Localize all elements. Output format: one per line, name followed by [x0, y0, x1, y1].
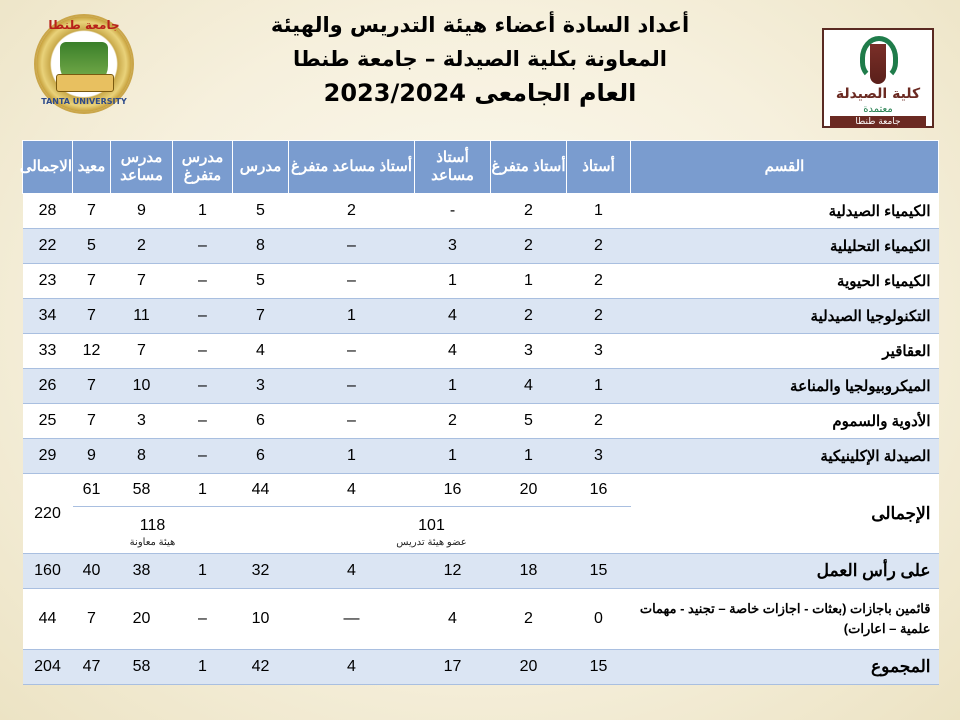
header-professor: أستاذ: [567, 141, 631, 194]
cell-value: 6: [233, 439, 289, 474]
cell-value: 2: [491, 299, 567, 334]
header-assoc-professor: أستاذ مساعد: [415, 141, 491, 194]
chalice-icon: [870, 44, 886, 84]
on-leave-label: قائمين باجازات (بعثات - اجازات خاصة – تجنيد - مهمات علمية – اعارات): [631, 589, 939, 650]
cell-value: 4: [289, 474, 415, 507]
cell-value: 1: [173, 650, 233, 685]
cell-value: 3: [233, 369, 289, 404]
cell-value: 2: [567, 404, 631, 439]
header-demonstrator: معيد: [73, 141, 111, 194]
cell-value: 23: [23, 264, 73, 299]
dept-name: العقاقير: [631, 334, 939, 369]
assist-subtotal: [73, 507, 233, 554]
cell-value: 7: [233, 299, 289, 334]
logo-right-line-1: كلية الصيدلة: [835, 86, 921, 102]
cell-value: 2: [491, 589, 567, 650]
logo-right-line-2: معتمدة: [863, 104, 893, 115]
cell-value: 8: [111, 439, 173, 474]
cell-value: 33: [23, 334, 73, 369]
cell-value: 2: [111, 229, 173, 264]
cell-value: 16: [567, 474, 631, 507]
cell-value: 22: [23, 229, 73, 264]
cell-value: –: [289, 264, 415, 299]
cell-value: 2: [567, 264, 631, 299]
page-title: [200, 8, 760, 110]
cell-value: 7: [73, 369, 111, 404]
title-line-3: العام الجامعى 2023/2024: [323, 79, 637, 107]
assist-subtotal-caption: هيئة معاونة: [129, 536, 176, 548]
staff-subtotal-value: 101: [418, 516, 445, 534]
cell-value: –: [173, 589, 233, 650]
on-leave-row: [23, 589, 939, 650]
cell-value: –: [173, 334, 233, 369]
cell-value: –: [173, 264, 233, 299]
cell-value: 18: [491, 554, 567, 589]
cell-value: 4: [415, 589, 491, 650]
header-total: الاجمالى: [23, 141, 73, 194]
cell-value: 20: [111, 589, 173, 650]
header-assoc-professor-emeritus: أستاذ مساعد متفرغ: [289, 141, 415, 194]
cell-value: 0: [567, 589, 631, 650]
cell-value: 25: [23, 404, 73, 439]
cell-value: 1: [415, 264, 491, 299]
sum-label: المجموع: [631, 650, 939, 685]
cell-value: 2: [415, 404, 491, 439]
cell-value: 5: [233, 194, 289, 229]
title-line-1: أعداد السادة أعضاء هيئة التدريس والهيئة: [270, 13, 690, 37]
cell-value: –: [289, 229, 415, 264]
cell-value: 1: [491, 264, 567, 299]
cell-value: 58: [111, 474, 173, 507]
staff-table: [19, 140, 939, 685]
cell-value: 9: [73, 439, 111, 474]
title-line-2: المعاونة بكلية الصيدلة – جامعة طنطا: [292, 47, 667, 71]
cell-value: 10: [111, 369, 173, 404]
header-row: [23, 141, 939, 194]
cell-value: 8: [233, 229, 289, 264]
cell-value: 2: [491, 194, 567, 229]
cell-value: 2: [491, 229, 567, 264]
cell-value: 12: [415, 554, 491, 589]
tanta-university-logo: [34, 14, 134, 114]
cell-value: 2: [567, 229, 631, 264]
cell-value: 38: [111, 554, 173, 589]
cell-value: –: [289, 369, 415, 404]
dept-name: الكيمياء الصيدلية: [631, 194, 939, 229]
cell-value: 1: [491, 439, 567, 474]
cell-value: 5: [233, 264, 289, 299]
book-icon: [56, 74, 114, 92]
table-row: [23, 334, 939, 369]
cell-value: –: [173, 299, 233, 334]
dept-name: التكنولوجيا الصيدلية: [631, 299, 939, 334]
cell-value: 11: [111, 299, 173, 334]
table-row: [23, 299, 939, 334]
cell-value: 61: [73, 474, 111, 507]
header-dept: القسم: [631, 141, 939, 194]
cell-value: 44: [233, 474, 289, 507]
cell-value: 3: [415, 229, 491, 264]
grand-total: 220: [23, 474, 73, 554]
staff-subtotal-caption: عضو هيئة تدريس: [396, 536, 467, 548]
cell-value: 28: [23, 194, 73, 229]
cell-value: 4: [289, 554, 415, 589]
cell-value: 7: [111, 264, 173, 299]
cell-value: 7: [73, 299, 111, 334]
cell-value: –: [289, 404, 415, 439]
cell-value: 58: [111, 650, 173, 685]
cell-value: 4: [415, 334, 491, 369]
table-row: [23, 439, 939, 474]
logo-right-line-3: جامعة طنطا: [830, 116, 926, 128]
cell-value: 26: [23, 369, 73, 404]
cell-value: 3: [567, 439, 631, 474]
cell-value: 15: [567, 650, 631, 685]
header-lecturer: مدرس: [233, 141, 289, 194]
total-label: الإجمالى: [631, 474, 939, 554]
cell-value: 9: [111, 194, 173, 229]
pharmacy-faculty-logo: [822, 28, 934, 128]
assist-subtotal-value: 118: [139, 516, 166, 534]
cell-value: 1: [415, 369, 491, 404]
cell-value: 47: [73, 650, 111, 685]
dept-name: الصيدلة الإكلينيكية: [631, 439, 939, 474]
cell-value: 1: [289, 439, 415, 474]
cell-value: 4: [289, 650, 415, 685]
cell-value: -: [415, 194, 491, 229]
cell-value: 4: [233, 334, 289, 369]
cell-value: 20: [491, 474, 567, 507]
cell-value: 1: [415, 439, 491, 474]
sum-row: [23, 650, 939, 685]
cell-value: 32: [233, 554, 289, 589]
table-row: [23, 369, 939, 404]
header-professor-emeritus: أستاذ متفرغ: [491, 141, 567, 194]
cell-value: 3: [567, 334, 631, 369]
cell-value: –: [289, 334, 415, 369]
dept-name: الكيمياء الحيوية: [631, 264, 939, 299]
cell-value: 160: [23, 554, 73, 589]
on-duty-label: على رأس العمل: [631, 554, 939, 589]
dept-name: الميكروبيولجيا والمناعة: [631, 369, 939, 404]
logo-left-text-ar: جامعة طنطا: [48, 18, 120, 32]
cell-value: 29: [23, 439, 73, 474]
cell-value: 15: [567, 554, 631, 589]
cell-value: 7: [73, 404, 111, 439]
cell-value: 20: [491, 650, 567, 685]
table-row: [23, 229, 939, 264]
cell-value: 1: [173, 474, 233, 507]
dept-name: الكيمياء التحليلية: [631, 229, 939, 264]
table-row: [23, 404, 939, 439]
cell-value: 1: [289, 299, 415, 334]
cell-value: 42: [233, 650, 289, 685]
cell-value: 5: [73, 229, 111, 264]
cell-value: 7: [111, 334, 173, 369]
staff-subtotal: [233, 507, 631, 554]
cell-value: 34: [23, 299, 73, 334]
cell-value: 4: [415, 299, 491, 334]
cell-value: 10: [233, 589, 289, 650]
cell-value: 1: [173, 554, 233, 589]
total-row: [23, 474, 939, 507]
cell-value: 12: [73, 334, 111, 369]
cell-value: 3: [111, 404, 173, 439]
cell-value: 7: [73, 589, 111, 650]
cell-value: –: [173, 369, 233, 404]
table-row: [23, 264, 939, 299]
cell-value: 204: [23, 650, 73, 685]
header-assistant-lecturer: مدرس مساعد: [111, 141, 173, 194]
dept-name: الأدوية والسموم: [631, 404, 939, 439]
cell-value: 2: [567, 299, 631, 334]
cell-value: –: [173, 404, 233, 439]
cell-value: 1: [173, 194, 233, 229]
cell-value: 7: [73, 194, 111, 229]
cell-value: 44: [23, 589, 73, 650]
header-lecturer-emeritus: مدرس متفرغ: [173, 141, 233, 194]
cell-value: 16: [415, 474, 491, 507]
cell-value: 1: [567, 194, 631, 229]
cell-value: 4: [491, 369, 567, 404]
cell-value: —: [289, 589, 415, 650]
cell-value: 1: [567, 369, 631, 404]
cell-value: 17: [415, 650, 491, 685]
cell-value: 40: [73, 554, 111, 589]
cell-value: 2: [289, 194, 415, 229]
cell-value: –: [173, 439, 233, 474]
cell-value: 5: [491, 404, 567, 439]
cell-value: –: [173, 229, 233, 264]
cell-value: 6: [233, 404, 289, 439]
logo-left-text-en: TANTA UNIVERSITY: [41, 97, 127, 106]
cell-value: 3: [491, 334, 567, 369]
on-duty-row: [23, 554, 939, 589]
table-row: [23, 194, 939, 229]
cell-value: 7: [73, 264, 111, 299]
